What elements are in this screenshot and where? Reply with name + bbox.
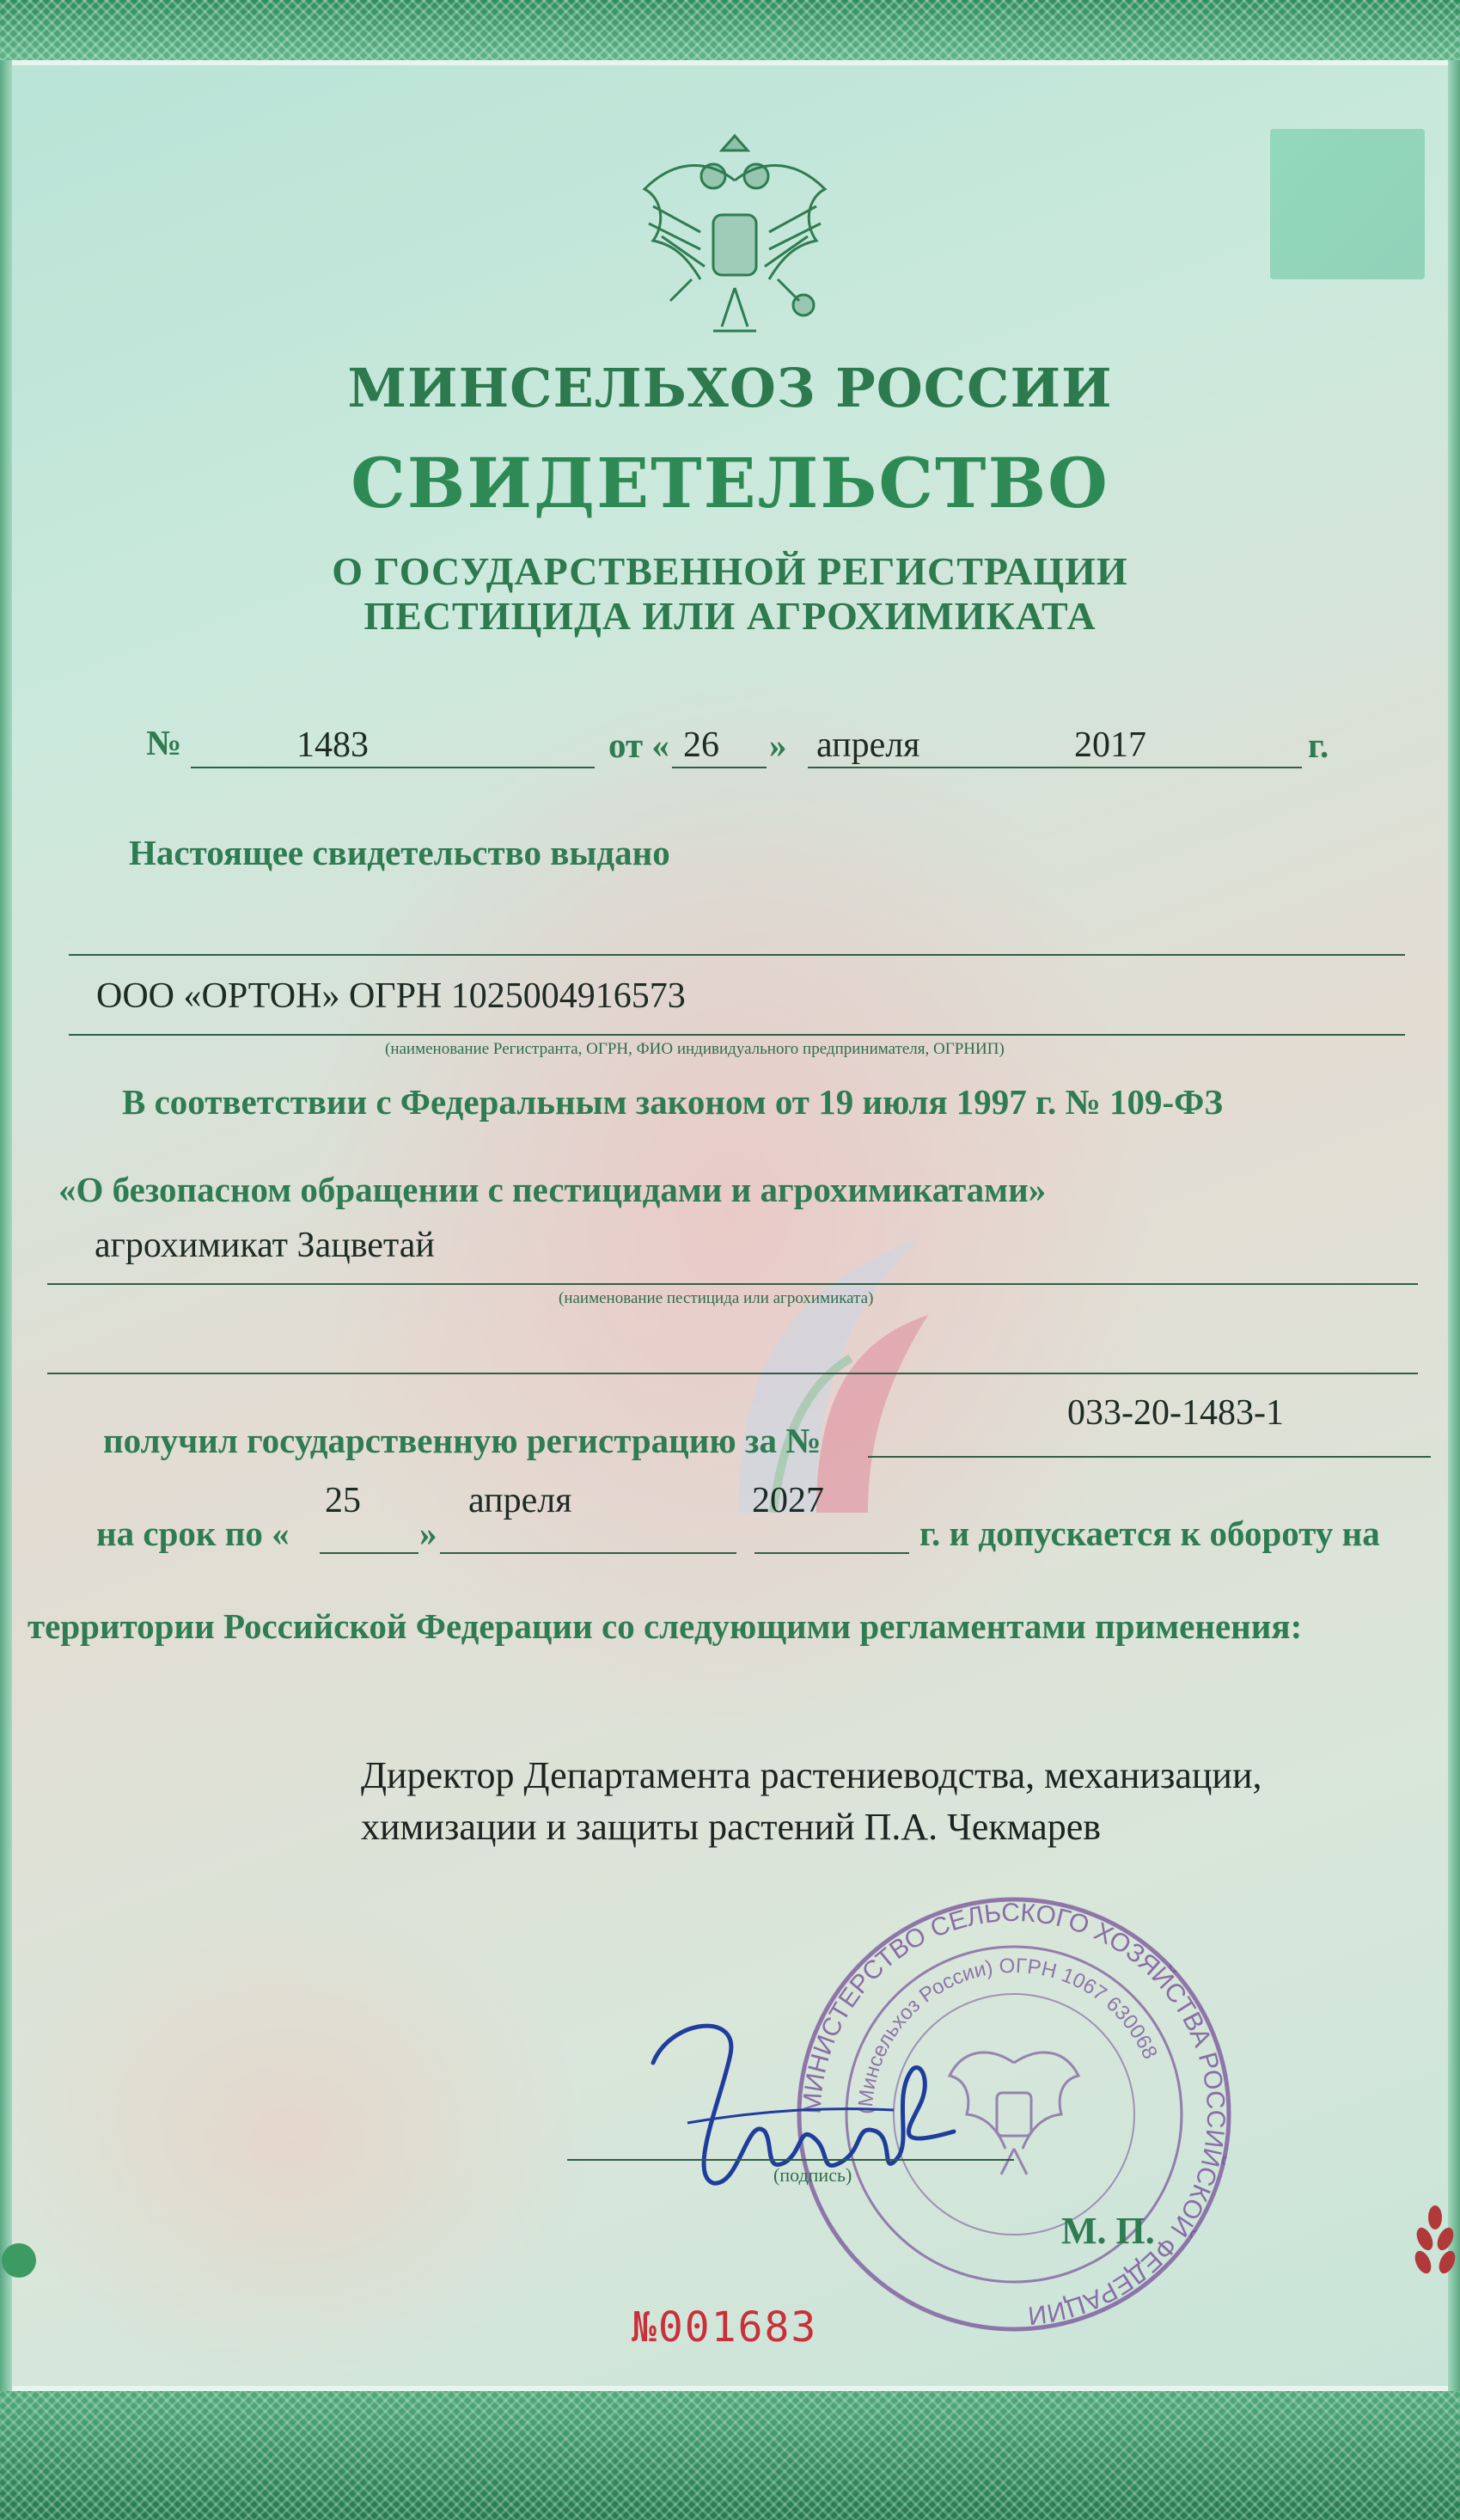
issue-day: 26 [683,725,719,765]
product-caption: (наименование пестицида или агрохимиката) [559,1289,874,1307]
registration-label: получил государственную регистрацию за № [103,1421,822,1460]
product-underline-2 [47,1373,1418,1374]
bottom-guilloche-border [0,2386,1460,2520]
month-year-underline [808,767,1302,768]
seal-eagle-icon [950,2052,1078,2174]
product-name: агрохимикат Зацветай [95,1226,435,1265]
term-month-underline [440,1552,736,1554]
term-quote-close: » [419,1514,437,1553]
subtitle-line-1: О ГОСУДАРСТВЕННОЙ РЕГИСТРАЦИИ [332,549,1128,593]
reg-number-underline [868,1456,1431,1458]
term-year: 2027 [752,1481,824,1520]
term-suffix: г. и допускается к обороту на [919,1514,1380,1553]
form-serial-number: №001683 [632,2303,818,2352]
territory-text: территории Российской Федерации со следующими регламентами применения: [27,1606,1303,1646]
coat-of-arms-icon [619,129,851,352]
day-underline [672,767,767,768]
registration-number: 033-20-1483-1 [1067,1393,1284,1433]
signatory-line-1: Директор Департамента растениеводства, механизации, [361,1754,1262,1796]
issued-label: Настоящее свидетельство выдано [129,833,670,872]
recipient-name: ООО «ОРТОН» ОГРН 1025004916573 [96,976,686,1016]
seal-place-label: М. П. [1061,2210,1155,2252]
issue-year: 2017 [1074,725,1146,765]
term-month: апреля [468,1481,572,1520]
hologram-patch [1270,129,1425,279]
signatory-line-2: химизации и защиты растений П.А. Чекмарев [361,1806,1102,1848]
term-year-underline [754,1552,909,1554]
issue-month: апреля [816,725,920,765]
law-line-1: В соответствии с Федеральным законом от 19 июля 1997 г. № 109-ФЗ [122,1082,1224,1122]
recipient-caption: (наименование Регистранта, ОГРН, ФИО индивидуального предпринимателя, ОГРНИП) [385,1040,1005,1058]
subtitle-line-2: ПЕСТИЦИДА ИЛИ АГРОХИМИКАТА [363,594,1097,638]
term-day-underline [320,1552,418,1554]
seal-outer-text: МИНИСТЕРСТВО СЕЛЬСКОГО ХОЗЯЙСТВА РОССИЙСКОЙ ФЕДЕРАЦИИ [797,1898,1231,2330]
green-dot-mark [2,2243,36,2278]
issued-underline-2 [69,1034,1405,1036]
year-suffix: г. [1308,725,1329,765]
date-from-label: от « [608,725,669,765]
number-underline [191,767,595,768]
wheat-icon [1409,2200,1460,2295]
seal-inner-text: (Минсельхоз России) ОГРН 1067 630068 [853,1954,1162,2115]
ministry-title: МИНСЕЛЬХОЗ РОССИИ [347,357,1113,419]
number-label: № [146,723,182,762]
product-underline [47,1283,1418,1285]
term-label: на срок по « [96,1514,290,1553]
signature-underline [567,2159,1014,2161]
watermark-emblem [722,1186,928,1513]
term-day: 25 [325,1481,361,1520]
signature-caption: (подпись) [773,2164,852,2186]
top-guilloche-border [0,0,1460,65]
date-quote-close: » [769,725,787,765]
law-line-2: «О безопасном обращении с пестицидами и агрохимикатами» [58,1170,1047,1209]
issued-underline-1 [69,954,1405,956]
document-title: СВИДЕТЕЛЬСТВО [351,443,1109,523]
certificate-number: 1483 [296,725,369,765]
